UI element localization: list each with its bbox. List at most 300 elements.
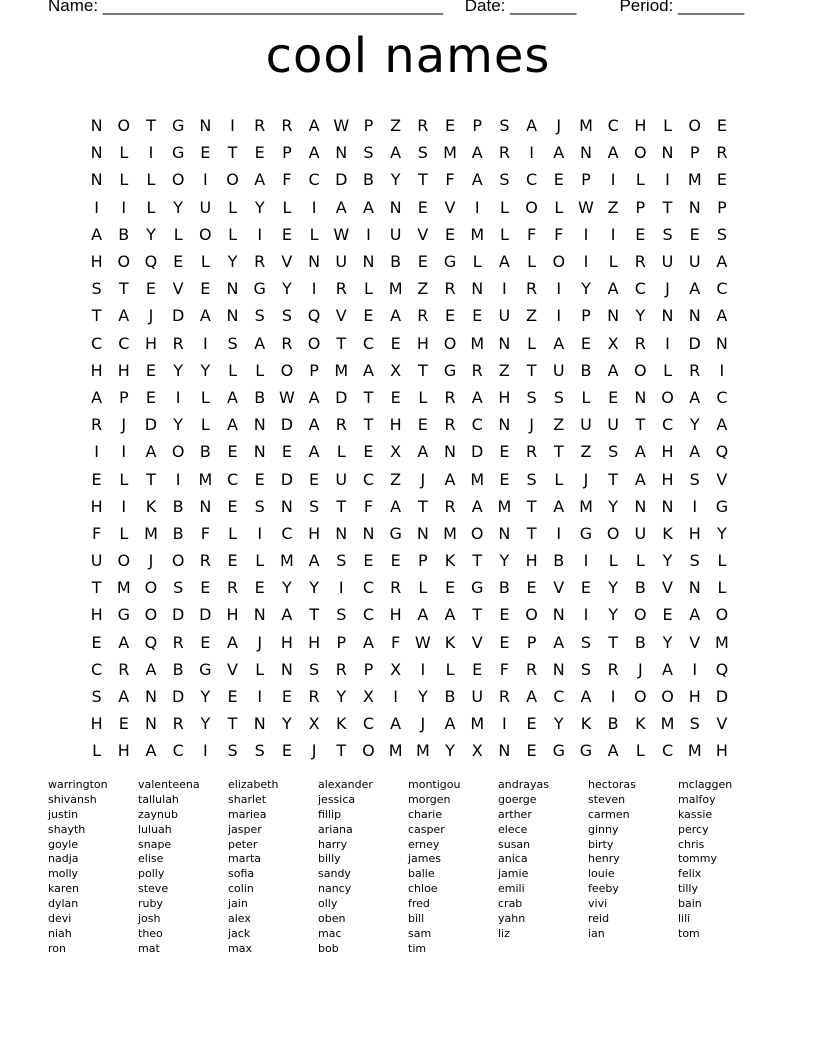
grid-row [83,656,743,683]
grid-letter: D [280,469,294,489]
grid-letter: H [525,551,538,571]
grid-letter: E [444,116,456,136]
grid-letter: L [200,415,210,435]
grid-letter: P [363,116,374,136]
grid-letter: M [579,496,593,516]
grid-letter: N [715,333,728,353]
grid-letter: Y [336,687,347,707]
grid-letter: E [145,360,157,380]
grid-letter: J [257,632,263,652]
grid-letter: C [634,279,646,299]
grid-letter: A [444,714,456,734]
grid-letter: L [527,252,537,272]
grid-letter: A [689,605,701,625]
grid-letter: N [280,659,293,679]
grid-letter: R [444,279,456,299]
grid-letter: O [470,523,484,543]
grid-letter: I [94,197,99,217]
grid-letter: L [228,523,237,543]
grid-letter: I [583,252,589,272]
grid-letter: A [471,143,483,163]
grid-letter: L [635,741,645,761]
grid-letter: Y [146,224,156,244]
grid-letter: A [607,279,619,299]
grid-letter: Z [580,442,592,462]
grid-letter: R [417,306,429,326]
grid-letter: R [308,687,320,707]
grid-letter: N [335,143,348,163]
grid-row [83,411,743,438]
grid-letter: N [253,442,266,462]
grid-letter: M [470,469,485,489]
grid-letter: I [257,224,263,244]
word-bank-item: shivansh [48,792,97,806]
grid-letter: J [420,714,426,734]
word-bank-item: ginny [588,822,619,836]
grid-letter: S [608,442,619,462]
grid-letter: I [230,116,235,136]
grid-letter: J [420,469,426,489]
grid-letter: R [254,116,266,136]
word-bank-item: luluah [138,822,172,836]
grid-letter: Y [309,578,319,598]
word-bank-item: chris [678,837,705,851]
grid-letter: E [390,387,401,407]
grid-letter: I [583,224,589,244]
grid-letter: A [444,605,456,625]
word-bank-item: elizabeth [228,778,279,791]
grid-letter: J [637,659,643,679]
grid-letter: Y [200,360,211,380]
grid-letter: Y [282,578,292,598]
grid-letter: F [91,523,102,543]
grid-letter: A [308,415,320,435]
grid-letter: V [662,578,673,598]
grid-letter: S [309,659,320,679]
grid-letter: K [336,714,347,734]
grid-letter: M [470,333,485,353]
grid-letter: A [335,197,347,217]
grid-letter: O [171,551,185,571]
grid-letter: N [90,116,103,136]
grid-letter: K [145,496,157,516]
grid-letter: E [200,279,211,299]
grid-letter: L [418,387,428,407]
grid-letter: E [499,605,510,625]
grid-letter: C [471,415,483,435]
grid-letter: E [173,252,184,272]
grid-letter: S [336,551,347,571]
grid-letter: A [390,143,402,163]
grid-letter: H [90,605,103,625]
grid-letter: R [335,279,347,299]
grid-letter: S [716,224,727,244]
grid-letter: G [552,741,565,761]
grid-letter: M [687,741,702,761]
grid-letter: O [117,551,131,571]
grid-letter: C [91,659,103,679]
grid-letter: G [715,496,729,516]
grid-letter: K [662,523,673,543]
grid-letter: O [634,143,647,163]
grid-letter: L [200,387,210,407]
grid-letter: C [607,116,619,136]
grid-letter: S [580,659,592,679]
grid-letter: A [553,496,565,516]
grid-row [83,493,743,520]
grid-letter: T [146,116,156,136]
grid-letter: E [390,333,401,353]
grid-letter: E [526,741,537,761]
grid-letter: M [497,496,512,516]
grid-letter: Z [390,116,402,136]
word-bank-item: ron [48,941,66,955]
grid-letter: H [90,360,103,380]
grid-letter: I [692,659,698,679]
grid-letter: L [364,279,373,299]
grid-letter: N [253,415,266,435]
grid-letter: A [199,306,211,326]
grid-letter: J [311,741,317,761]
grid-letter: O [443,333,457,353]
grid-row [83,248,743,275]
word-bank-item: mariea [228,807,267,821]
grid-letter: V [417,224,429,244]
grid-letter: H [715,741,728,761]
grid-letter: E [499,469,510,489]
word-bank-item: erney [408,837,440,851]
grid-letter: L [228,224,237,244]
grid-letter: B [498,578,510,598]
grid-letter: S [363,143,374,163]
word-bank-item: fred [408,897,430,911]
grid-letter: C [226,469,239,489]
grid-letter: E [444,306,456,326]
grid-letter: I [719,360,725,380]
grid-letter: V [281,252,293,272]
grid-letter: N [226,279,239,299]
grid-letter: E [526,578,537,598]
grid-letter: N [688,306,701,326]
grid-letter: E [417,415,428,435]
grid-letter: T [363,387,374,407]
grid-letter: T [417,360,428,380]
grid-letter: E [200,578,211,598]
grid-letter: E [716,116,727,136]
grid-letter: Z [607,197,619,217]
grid-letter: Y [390,170,401,190]
word-bank-item: elece [498,822,528,836]
grid-letter: S [580,632,592,652]
grid-letter: E [472,659,483,679]
grid-letter: L [173,224,183,244]
grid-letter: N [552,659,565,679]
grid-letter: E [145,387,157,407]
grid-letter: L [282,197,292,217]
grid-letter: D [715,687,729,707]
grid-letter: M [415,741,430,761]
grid-letter: I [502,279,507,299]
grid-letter: G [253,279,266,299]
grid-letter: A [227,415,238,435]
grid-letter: S [227,333,238,353]
grid-letter: A [716,252,728,272]
grid-letter: T [635,415,646,435]
grid-letter: S [689,469,700,489]
grid-letter: T [91,306,102,326]
grid-letter: D [335,170,348,190]
grid-letter: L [499,197,509,217]
grid-letter: D [199,605,212,625]
grid-letter: A [227,632,238,652]
grid-letter: N [362,252,375,272]
grid-letter: L [119,469,129,489]
word-bank-item: susan [498,837,531,851]
grid-letter: T [608,469,619,489]
grid-letter: N [226,306,239,326]
grid-letter: L [309,224,319,244]
grid-letter: I [94,442,99,462]
grid-letter: A [580,687,592,707]
grid-letter: B [390,252,402,272]
grid-letter: L [554,469,564,489]
grid-letter: M [388,741,403,761]
word-bank-item: nancy [318,882,352,896]
grid-letter: C [362,605,375,625]
grid-letter: I [202,741,208,761]
grid-letter: D [144,415,158,435]
grid-letter: L [527,333,537,353]
page-title: cool names [265,28,551,84]
grid-letter: E [118,714,129,734]
grid-letter: R [417,116,429,136]
word-bank-item: sam [408,926,432,940]
grid-letter: C [118,333,130,353]
grid-letter: E [635,224,646,244]
grid-letter: A [471,170,483,190]
grid-letter: P [282,143,292,163]
grid-letter: U [607,415,620,435]
grid-letter: E [444,578,456,598]
word-bank-item: warrington [48,778,108,791]
grid-letter: G [443,252,457,272]
grid-letter: B [172,496,184,516]
grid-letter: V [471,632,483,652]
grid-letter: E [227,551,238,571]
grid-letter: A [362,360,374,380]
grid-letter: O [688,116,702,136]
word-bank-item: anica [498,852,528,866]
grid-letter: G [579,741,593,761]
grid-letter: E [145,279,157,299]
grid-row [83,302,743,329]
word-bank-item: yahn [498,912,526,926]
grid-letter: N [661,143,674,163]
grid-letter: I [556,279,562,299]
grid-letter: T [662,197,673,217]
grid-letter: C [281,523,293,543]
grid-letter: Q [144,252,158,272]
grid-letter: C [661,415,674,435]
grid-row [83,683,743,710]
grid-letter: N [90,143,103,163]
grid-letter: A [444,469,456,489]
grid-letter: S [689,551,700,571]
grid-letter: L [608,252,618,272]
grid-letter: Q [307,306,321,326]
word-bank-item: devi [48,912,72,926]
grid-letter: T [309,605,319,625]
word-bank-item: feeby [588,882,619,896]
grid-letter: I [610,224,616,244]
grid-row [83,275,743,302]
grid-letter: C [716,279,728,299]
grid-letter: N [661,306,674,326]
grid-letter: H [90,714,103,734]
grid-letter: E [254,578,265,598]
grid-letter: D [335,387,348,407]
grid-letter: K [444,551,456,571]
grid-letter: L [472,252,482,272]
grid-letter: E [281,442,292,462]
grid-letter: Y [282,279,292,299]
word-bank-item: felix [678,867,702,881]
grid-letter: A [390,306,402,326]
grid-letter: T [472,551,483,571]
word-bank-item: sofia [228,867,255,881]
grid-letter: C [91,333,103,353]
grid-letter: H [280,632,293,652]
grid-letter: S [662,224,673,244]
grid-letter: H [498,387,511,407]
grid-letter: F [363,496,374,516]
grid-letter: B [254,387,266,407]
word-bank-item: andrayas [498,778,549,791]
grid-letter: I [665,170,670,190]
grid-row [83,384,743,411]
grid-letter: R [526,442,538,462]
grid-letter: E [499,442,510,462]
grid-letter: S [499,170,510,190]
word-bank-item: valenteena [138,778,200,791]
word-bank-item: arther [498,807,532,821]
grid-letter: N [444,442,457,462]
grid-letter: F [445,170,455,190]
grid-letter: T [553,442,564,462]
grid-letter: N [144,687,157,707]
grid-letter: A [689,279,701,299]
grid-letter: X [471,741,483,761]
word-bank-item: tom [678,926,700,940]
grid-letter: T [363,415,374,435]
word-bank-item: nadja [48,852,79,866]
grid-letter: O [171,442,185,462]
grid-letter: R [118,659,130,679]
word-bank-column [318,778,408,957]
word-bank-item: mat [138,941,160,955]
grid-letter: E [227,496,238,516]
word-bank-item: peter [228,837,258,851]
word-bank-item: marta [228,852,262,866]
grid-letter: L [418,578,428,598]
grid-letter: E [309,469,320,489]
grid-letter: H [634,116,647,136]
grid-letter: W [278,387,295,407]
grid-letter: O [634,360,647,380]
grid-letter: G [471,578,484,598]
grid-letter: O [661,387,674,407]
word-bank-item: fillip [318,807,342,821]
grid-letter: I [502,714,507,734]
grid-letter: I [338,578,344,598]
grid-letter: P [472,116,483,136]
grid-letter: Y [553,714,564,734]
grid-letter: I [148,143,154,163]
grid-letter: P [635,197,646,217]
grid-row [83,357,743,384]
grid-letter: O [606,523,620,543]
grid-letter: A [308,143,320,163]
grid-letter: E [580,333,592,353]
grid-letter: R [199,551,211,571]
grid-letter: E [281,687,292,707]
grid-letter: B [172,659,184,679]
grid-letter: P [581,306,591,326]
grid-letter: T [227,714,238,734]
grid-letter: P [581,170,591,190]
word-bank-item: ariana [318,822,353,836]
word-bank-item: lili [678,912,691,926]
grid-letter: Y [635,306,646,326]
word-bank-column [678,778,768,957]
grid-letter: A [390,714,402,734]
grid-letter: A [91,224,103,244]
grid-letter: I [257,687,263,707]
grid-letter: H [117,741,130,761]
word-bank-item: hectoras [588,778,636,791]
grid-letter: L [717,551,727,571]
grid-letter: R [172,714,184,734]
grid-letter: T [227,143,238,163]
grid-letter: H [416,333,429,353]
word-bank-item: goerge [498,792,537,806]
word-bank-item: crab [498,897,523,911]
grid-letter: A [689,387,701,407]
grid-letter: R [390,578,402,598]
grid-letter: R [91,415,103,435]
grid-letter: N [308,252,321,272]
grid-letter: M [443,523,457,543]
word-bank-item: goyle [48,837,79,851]
grid-row [83,574,743,601]
grid-row [83,221,743,248]
grid-letter: Y [227,252,238,272]
grid-letter: E [553,170,564,190]
word-bank-item: percy [678,822,709,836]
grid-letter: B [607,714,619,734]
grid-letter: Z [553,415,565,435]
word-bank-item: polly [138,867,165,881]
grid-letter: U [688,252,701,272]
grid-letter: E [200,632,211,652]
grid-letter: A [362,197,374,217]
grid-letter: X [390,659,402,679]
word-bank-column [138,778,228,957]
word-bank-item: alex [228,912,251,926]
grid-letter: I [583,551,589,571]
grid-letter: O [117,116,131,136]
word-bank-column [228,778,318,957]
